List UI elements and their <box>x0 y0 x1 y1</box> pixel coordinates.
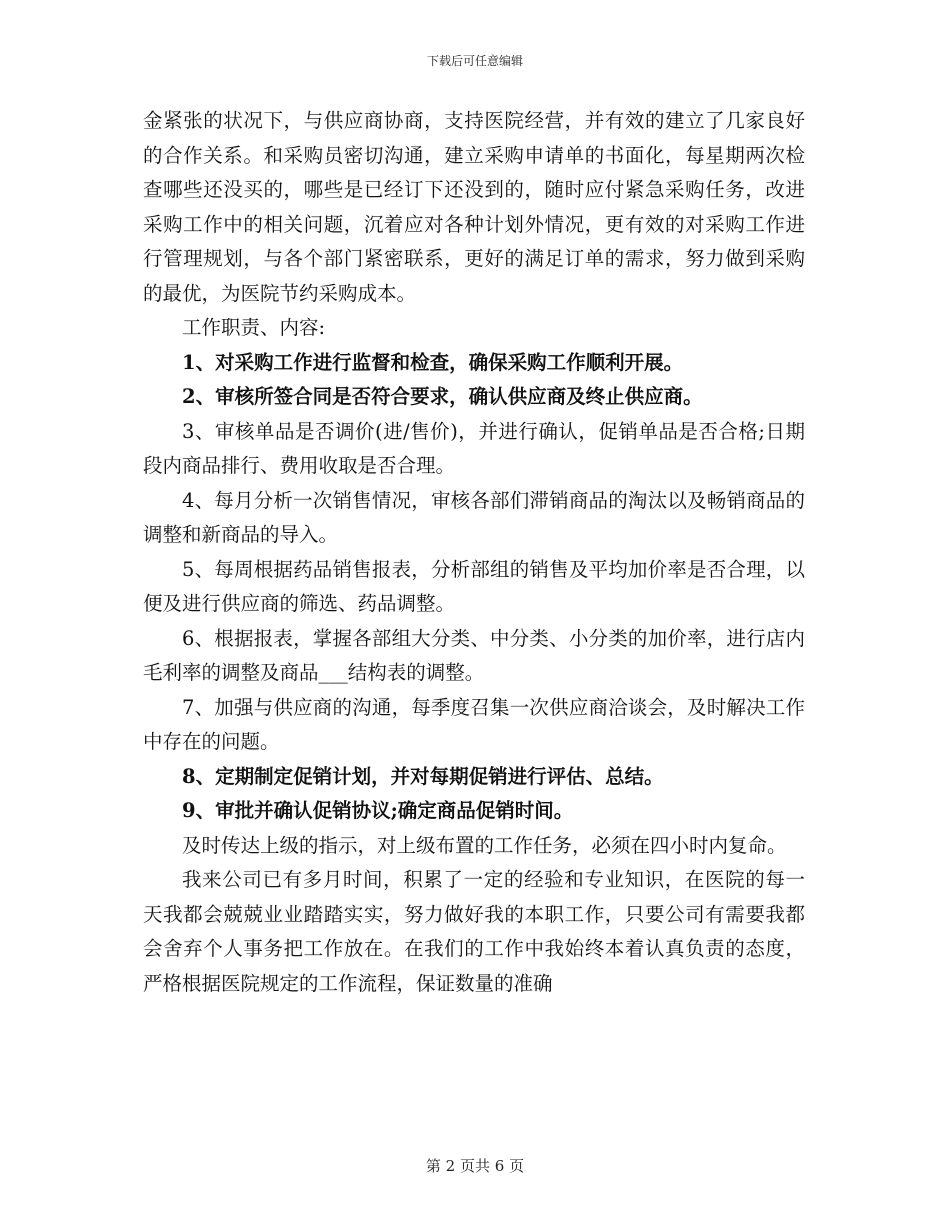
paragraph-9: 7、加强与供应商的沟通，每季度召集一次供应商洽谈会，及时解决工作中存在的问题。 <box>143 695 805 753</box>
paragraph-5: 3、审核单品是否调价(进/售价)，并进行确认，促销单品是否合格;日期段内商品排行、费用收取是否合理。 <box>143 419 805 477</box>
paragraph-2: 工作职责、内容: <box>182 316 326 339</box>
page-header: 下载后可任意编辑 <box>426 54 523 68</box>
paragraph-10: 8、定期制定促销计划，并对每期促销进行评估、总结。 <box>182 764 664 788</box>
paragraph-4: 2、审核所签合同是否符合要求，确认供应商及终止供应商。 <box>182 385 703 408</box>
paragraph-12: 及时传达上级的指示，对上级布置的工作任务，必须在四小时内复命。 <box>182 833 787 857</box>
paragraph-8: 6、根据报表，掌握各部组大分类、中分类、小分类的加价率，进行店内毛利率的调整及商品___结构表的调整。 <box>143 626 805 684</box>
paragraph-3: 1、对采购工作进行监督和检查，确保采购工作顺利开展。 <box>182 350 684 374</box>
paragraph-13: 我来公司已有多月时间，积累了一定的经验和专业知识，在医院的每一天我都会兢兢业业踏踏实实，努力做好我的本职工作，只要公司有需要我都会舍弃个人事务把工作放在。在我们的工作中我始终本着认真负责的态度，严格根据医院规定的工作流程，保证数量的准确 <box>143 868 805 995</box>
document-body <box>143 104 805 1001</box>
paragraph-11: 9、审批并确认促销协议;确定商品促销时间。 <box>182 799 574 822</box>
paragraph-7: 5、每周根据药品销售报表，分析部组的销售及平均加价率是否合理，以便及进行供应商的筛选、药品调整。 <box>143 557 805 615</box>
paragraph-6: 4、每月分析一次销售情况，审核各部们滞销商品的淘汰以及畅销商品的调整和新商品的导入。 <box>143 488 805 546</box>
paragraph-1: 金紧张的状况下，与供应商协商，支持医院经营，并有效的建立了几家良好的合作关系。和采购员密切沟通，建立采购申请单的书面化，每星期两次检查哪些还没买的，哪些是已经订下还没到的，随时应付紧急采购任务，改进采购工作中的相关问题，沉着应对各种计划外情况，更有效的对采购工作进行管理规划，与各个部门紧密联系，更好的满足订单的需求，努力做到采购的最优，为医院节约采购成本。 <box>143 109 805 305</box>
page-footer: 第 2 页共 6 页 <box>425 1157 525 1175</box>
